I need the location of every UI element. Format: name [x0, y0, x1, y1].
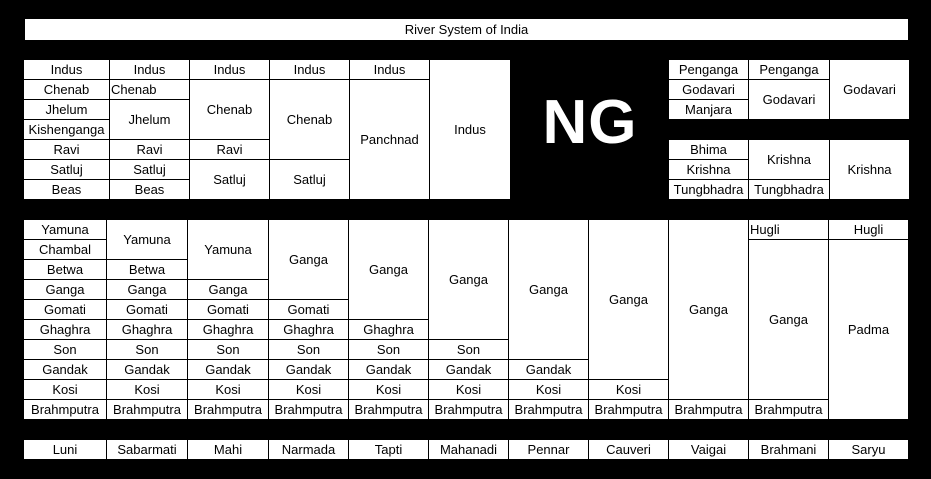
river-cell: Brahmputra: [509, 400, 589, 420]
river-cell: Brahmani: [749, 440, 829, 460]
river-cell: Ghaghra: [24, 320, 107, 340]
river-cell: Gomati: [269, 300, 349, 320]
river-cell: Indus: [350, 60, 430, 80]
river-cell: Krishna: [749, 140, 830, 180]
river-cell: Son: [349, 340, 429, 360]
river-cell: Satluj: [270, 160, 350, 200]
river-cell: Panchnad: [350, 80, 430, 200]
indus-table: [23, 59, 511, 200]
river-cell: Hugli: [829, 220, 909, 240]
river-cell: Godavari: [669, 80, 749, 100]
river-cell: Ganga: [269, 220, 349, 300]
river-cell: Mahi: [188, 440, 269, 460]
river-cell: Satluj: [110, 160, 190, 180]
river-cell: Son: [107, 340, 188, 360]
river-cell: Penganga: [749, 60, 830, 80]
river-cell: Brahmputra: [669, 400, 749, 420]
river-cell: Beas: [24, 180, 110, 200]
river-cell: Yamuna: [188, 220, 269, 280]
river-cell: Ravi: [110, 140, 190, 160]
river-cell: Gandak: [269, 360, 349, 380]
river-cell: Gomati: [188, 300, 269, 320]
river-cell: Gandak: [24, 360, 107, 380]
river-cell: Gandak: [188, 360, 269, 380]
river-cell: Indus: [430, 60, 511, 200]
river-cell: Son: [24, 340, 107, 360]
river-cell: Son: [429, 340, 509, 360]
river-cell: Ganga: [749, 240, 829, 400]
table-row: [669, 140, 910, 160]
river-cell: Chenab: [270, 80, 350, 160]
river-cell: Hugli: [749, 220, 829, 240]
river-cell: Jhelum: [24, 100, 110, 120]
river-cell: Brahmputra: [269, 400, 349, 420]
river-cell: Godavari: [830, 60, 910, 120]
river-cell: Ganga: [589, 220, 669, 380]
river-cell: Ganga: [107, 280, 188, 300]
river-cell: Jhelum: [110, 100, 190, 140]
river-cell: Kosi: [349, 380, 429, 400]
river-cell: Beas: [110, 180, 190, 200]
river-cell: Brahmputra: [24, 400, 107, 420]
river-cell: Kosi: [509, 380, 589, 400]
river-cell: Gomati: [24, 300, 107, 320]
river-cell: Brahmputra: [188, 400, 269, 420]
river-cell: Ghaghra: [349, 320, 429, 340]
river-cell: Luni: [24, 440, 107, 460]
river-cell: Godavari: [749, 80, 830, 120]
river-cell: Brahmputra: [107, 400, 188, 420]
river-cell: Indus: [190, 60, 270, 80]
river-cell: Ganga: [349, 220, 429, 320]
river-cell: Chambal: [24, 240, 107, 260]
river-cell: Krishna: [669, 160, 749, 180]
river-cell: Kishenganga: [24, 120, 110, 140]
river-cell: Indus: [110, 60, 190, 80]
river-cell: Ravi: [24, 140, 110, 160]
river-cell: Tungbhadra: [749, 180, 830, 200]
river-cell: Yamuna: [24, 220, 107, 240]
river-cell: Ganga: [24, 280, 107, 300]
river-cell: Tungbhadra: [669, 180, 749, 200]
river-cell: Chenab: [110, 80, 190, 100]
river-cell: Ravi: [190, 140, 270, 160]
river-cell: Gomati: [107, 300, 188, 320]
table-row: [24, 220, 909, 240]
river-cell: Gandak: [509, 360, 589, 380]
river-cell: Tapti: [349, 440, 429, 460]
river-cell: Son: [269, 340, 349, 360]
river-cell: Yamuna: [107, 220, 188, 260]
page-title: River System of India: [25, 19, 908, 40]
river-cell: Chenab: [190, 80, 270, 140]
river-cell: Ganga: [188, 280, 269, 300]
river-cell: Manjara: [669, 100, 749, 120]
table-row: [24, 60, 511, 80]
river-cell: Ghaghra: [107, 320, 188, 340]
river-cell: Narmada: [269, 440, 349, 460]
river-cell: Gandak: [429, 360, 509, 380]
river-cell: Satluj: [190, 160, 270, 200]
river-cell: Ganga: [429, 220, 509, 340]
river-cell: Brahmputra: [429, 400, 509, 420]
river-cell: Son: [188, 340, 269, 360]
river-cell: Indus: [270, 60, 350, 80]
river-cell: Cauveri: [589, 440, 669, 460]
river-cell: Sabarmati: [107, 440, 188, 460]
river-cell: Kosi: [589, 380, 669, 400]
table-row: [669, 60, 910, 80]
river-cell: Kosi: [107, 380, 188, 400]
river-cell: Gandak: [107, 360, 188, 380]
river-cell: Saryu: [829, 440, 909, 460]
river-cell: Penganga: [669, 60, 749, 80]
river-cell: Vaigai: [669, 440, 749, 460]
river-cell: Kosi: [24, 380, 107, 400]
river-cell: Ganga: [509, 220, 589, 360]
river-cell: Ghaghra: [188, 320, 269, 340]
river-cell: Brahmputra: [749, 400, 829, 420]
river-cell: Ganga: [669, 220, 749, 400]
river-cell: Krishna: [830, 140, 910, 200]
river-cell: Betwa: [107, 260, 188, 280]
river-cell: Indus: [24, 60, 110, 80]
river-cell: Padma: [829, 240, 909, 420]
river-cell: Kosi: [188, 380, 269, 400]
river-cell: Kosi: [269, 380, 349, 400]
bottom-rivers-table: [23, 439, 909, 460]
river-cell: Kosi: [429, 380, 509, 400]
table-row: [24, 400, 909, 420]
table-row: [24, 440, 909, 460]
center-label: NG: [542, 88, 638, 157]
river-cell: Bhima: [669, 140, 749, 160]
godavari-table: [668, 59, 910, 120]
krishna-table: [668, 139, 910, 200]
river-cell: Mahanadi: [429, 440, 509, 460]
ganga-table: [23, 219, 909, 420]
river-cell: Ghaghra: [269, 320, 349, 340]
river-cell: Satluj: [24, 160, 110, 180]
river-cell: Brahmputra: [589, 400, 669, 420]
river-cell: Gandak: [349, 360, 429, 380]
river-cell: Chenab: [24, 80, 110, 100]
river-cell: Brahmputra: [349, 400, 429, 420]
river-cell: Pennar: [509, 440, 589, 460]
river-cell: Betwa: [24, 260, 107, 280]
